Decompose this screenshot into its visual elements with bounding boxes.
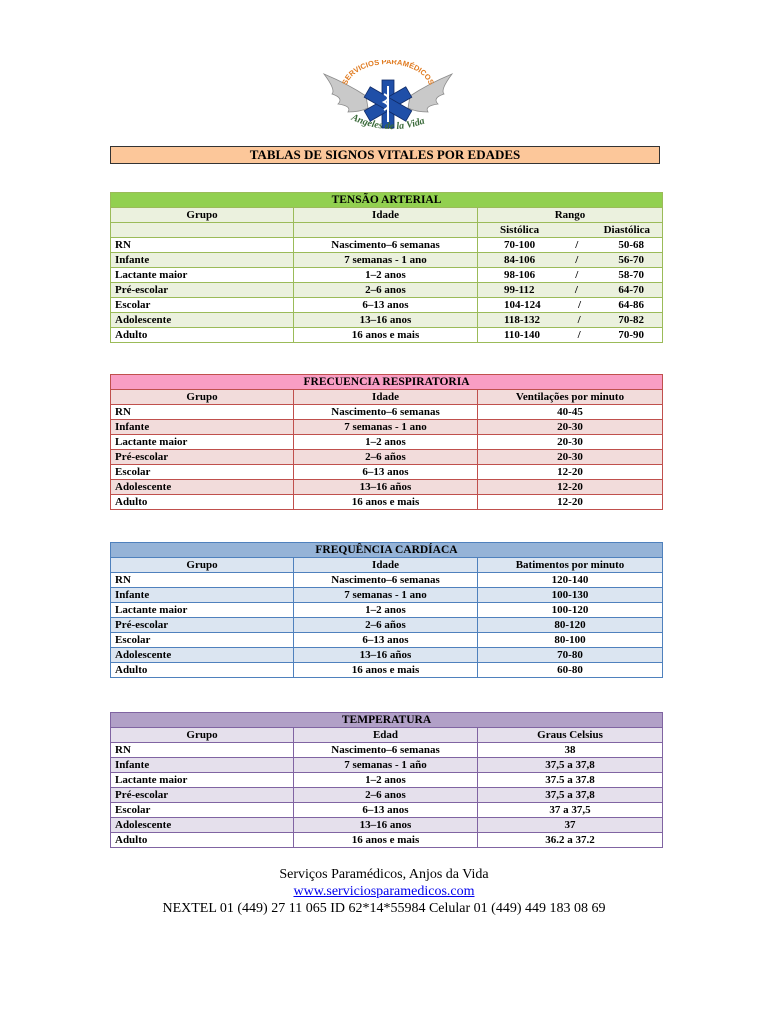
cell-value: 80-100 [478,633,663,648]
temperature-table [110,712,663,848]
star-of-life-logo-icon [318,60,458,140]
range-separator: / [577,328,581,341]
cell-idade: 16 anos e mais [294,495,478,510]
cell-grupo: Adolescente [111,313,294,328]
cell-idade: 7 semanas - 1 ano [294,588,478,603]
systolic-value: 99-112 [504,283,535,296]
cell-grupo: Lactante maior [111,268,294,283]
diastolic-value: 64-70 [618,283,645,296]
cell-idade: Nascimento–6 semanas [294,238,478,253]
header-value: Ventilações por minuto [478,390,663,405]
table-row [111,313,663,328]
header-idade: Edad [294,728,478,743]
cell-value: 37 a 37,5 [478,803,663,818]
table-row [111,588,663,603]
cell-grupo: RN [111,238,294,253]
cell-value: 100-120 [478,603,663,618]
header-grupo: Grupo [111,208,294,223]
header-grupo: Grupo [111,558,294,573]
table-row [111,788,663,803]
table-row [111,450,663,465]
table-row [111,573,663,588]
cell-grupo: Adulto [111,495,294,510]
table-row [111,648,663,663]
header-grupo: Grupo [111,728,294,743]
table-row [111,743,663,758]
cell-grupo: Escolar [111,633,294,648]
systolic-value: 84-106 [504,253,536,266]
cell-value: 37 [478,818,663,833]
cell-value: 60-80 [478,663,663,678]
cell-rango [478,283,663,298]
cell-value: 12-20 [478,480,663,495]
cell-idade: 6–13 anos [294,633,478,648]
cell-idade: 1–2 anos [294,603,478,618]
diastolic-value: 58-70 [618,268,644,281]
cell-value: 37.5 a 37.8 [478,773,663,788]
table-row [111,328,663,343]
table-row [111,435,663,450]
diastolic-value: 50-68 [618,238,644,251]
table-row [111,773,663,788]
blood-pressure-table [110,192,663,343]
diastolic-value: 56-70 [618,253,644,266]
table-row [111,663,663,678]
table-row [111,465,663,480]
diastolic-value: 64-86 [618,298,644,311]
cell-idade: 7 semanas - 1 año [294,758,478,773]
table-row [111,618,663,633]
cell-value: 20-30 [478,450,663,465]
cell-grupo: Pré-escolar [111,618,294,633]
heart-rate-table [110,542,663,678]
cell-idade: 13–16 anos [294,313,478,328]
cell-grupo: Pré-escolar [111,788,294,803]
cell-rango [478,253,663,268]
cell-idade: Nascimento–6 semanas [294,743,478,758]
footer-website-link[interactable]: www.serviciosparamedicos.com [293,884,475,899]
cell-idade: 16 anos e mais [294,663,478,678]
cell-value: 12-20 [478,495,663,510]
systolic-value: 104-124 [504,298,541,311]
table-row [111,833,663,848]
cell-idade: 7 semanas - 1 ano [294,253,478,268]
cell-grupo: RN [111,743,294,758]
cell-value: 38 [478,743,663,758]
cell-value: 120-140 [478,573,663,588]
table-title: FREQUÊNCIA CARDÍACA [111,543,663,558]
systolic-value: 118-132 [504,313,541,326]
cell-idade: 1–2 anos [294,773,478,788]
header-grupo: Grupo [111,390,294,405]
cell-value: 12-20 [478,465,663,480]
cell-rango [478,298,663,313]
cell-value: 20-30 [478,435,663,450]
cell-idade: 16 anos e mais [294,833,478,848]
cell-grupo: Infante [111,253,294,268]
diastolic-value: 70-90 [618,328,645,341]
range-separator: / [577,298,582,311]
cell-grupo: Pré-escolar [111,450,294,465]
cell-value: 100-130 [478,588,663,603]
cell-idade: 2–6 años [294,450,478,465]
cell-idade: 1–2 anos [294,268,478,283]
cell-idade: 6–13 anos [294,803,478,818]
cell-grupo: Adulto [111,833,294,848]
cell-idade: 2–6 anos [294,788,478,803]
systolic-value: 70-100 [504,238,536,251]
table-title: TENSÃO ARTERIAL [111,193,663,208]
cell-idade: 1–2 anos [294,435,478,450]
table-row [111,283,663,298]
cell-idade: 13–16 años [294,648,478,663]
cell-value: 40-45 [478,405,663,420]
table-title: TEMPERATURA [111,713,663,728]
cell-grupo: Adolescente [111,648,294,663]
cell-rango [478,268,663,283]
footer-company: Serviços Paramédicos, Anjos da Vida [279,867,489,882]
header-value: Batimentos por minuto [478,558,663,573]
table-row [111,480,663,495]
cell-grupo: Adulto [111,328,294,343]
cell-idade: 7 semanas - 1 ano [294,420,478,435]
cell-grupo: Infante [111,420,294,435]
cell-idade: Nascimento–6 semanas [294,405,478,420]
cell-rango [478,313,663,328]
header-sistolica: Sistólica [500,223,540,236]
cell-grupo: Escolar [111,803,294,818]
cell-grupo: Pré-escolar [111,283,294,298]
cell-grupo: Adolescente [111,818,294,833]
cell-idade: 13–16 años [294,480,478,495]
table-row [111,253,663,268]
cell-idade: 6–13 anos [294,298,478,313]
cell-rango [478,238,663,253]
cell-grupo: Infante [111,588,294,603]
range-separator: / [574,283,578,296]
cell-grupo: Adulto [111,663,294,678]
header-idade: Idade [294,208,478,223]
cell-value: 37,5 a 37,8 [478,788,663,803]
diastolic-value: 70-82 [618,313,645,326]
cell-grupo: Lactante maior [111,435,294,450]
cell-idade: Nascimento–6 semanas [294,573,478,588]
systolic-value: 98-106 [504,268,536,281]
cell-value: 20-30 [478,420,663,435]
table-row [111,818,663,833]
table-title: FRECUENCIA RESPIRATORIA [111,375,663,390]
cell-grupo: Escolar [111,465,294,480]
systolic-value: 110-140 [504,328,541,341]
range-separator: / [575,268,579,281]
cell-value: 80-120 [478,618,663,633]
cell-rango [478,328,663,343]
cell-grupo: Adolescente [111,480,294,495]
cell-idade: 6–13 anos [294,465,478,480]
logo [318,60,458,140]
table-row [111,298,663,313]
range-separator: / [577,313,581,326]
range-separator: / [575,253,579,266]
cell-grupo: Lactante maior [111,773,294,788]
page-title: TABLAS DE SIGNOS VITALES POR EDADES [110,146,660,164]
table-row [111,405,663,420]
table-row [111,603,663,618]
cell-grupo: RN [111,573,294,588]
table-row [111,495,663,510]
cell-idade: 16 anos e mais [294,328,478,343]
range-separator: / [575,238,579,251]
table-row [111,420,663,435]
cell-value: 37,5 a 37,8 [478,758,663,773]
cell-idade: 13–16 anos [294,818,478,833]
table-row [111,268,663,283]
cell-grupo: Infante [111,758,294,773]
header-idade: Idade [294,558,478,573]
header-diastolica: Diastólica [603,223,651,236]
respiratory-rate-table [110,374,663,510]
cell-idade: 2–6 anos [294,283,478,298]
cell-value: 70-80 [478,648,663,663]
header-rango: Rango [478,208,663,223]
table-row [111,633,663,648]
table-row [111,803,663,818]
cell-grupo: RN [111,405,294,420]
cell-grupo: Escolar [111,298,294,313]
header-idade: Idade [294,390,478,405]
logo-bottom-text: Angeles de la Vida [349,112,427,133]
footer-contact: NEXTEL 01 (449) 27 11 065 ID 62*14*55984 Celular 01 (449) 449 183 08 69 [162,901,606,916]
cell-grupo: Lactante maior [111,603,294,618]
header-value: Graus Celsius [478,728,663,743]
cell-idade: 2–6 años [294,618,478,633]
table-row [111,238,663,253]
cell-value: 36.2 a 37.2 [478,833,663,848]
table-row [111,758,663,773]
logo-top-text: SERVICIOS PARAMÉDICOS [340,60,436,87]
